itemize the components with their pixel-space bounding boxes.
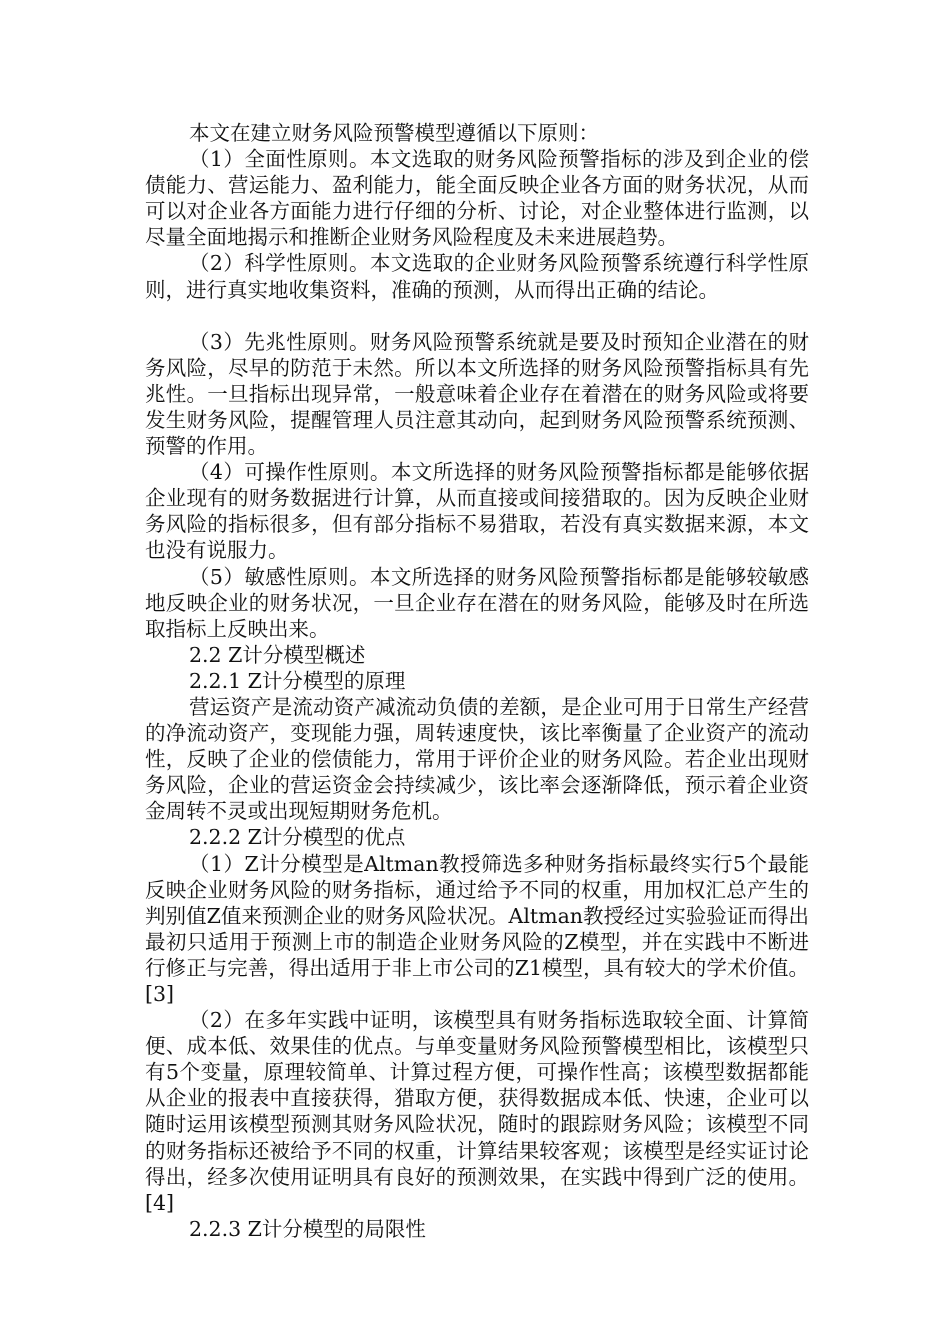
paragraph-spacer — [145, 303, 809, 329]
document-body — [145, 120, 809, 1242]
section-heading-2-2-3: 2.2.3 Z计分模型的局限性 — [189, 1216, 426, 1241]
principle-comprehensive: （1）全面性原则。本文选取的财务风险预警指标的涉及到企业的偿债能力、营运能力、盈利能力，能全面反映企业各方面的财务状况，从而可以对企业各方面能力进行仔细的分析、讨论，对企业整体进行监测，以尽量全面地揭示和推断企业财务风险程度及未来进展趋势。 — [145, 147, 809, 250]
principle-sensitivity: （5）敏感性原则。本文所选择的财务风险预警指标都是能够较敏感地反映企业的财务状况，一旦企业存在潜在的财务风险，能够及时在所选取指标上反映出来。 — [145, 564, 809, 641]
section-heading-2-2: 2.2 Z计分模型概述 — [189, 642, 366, 667]
advantage-2: （2）在多年实践中证明，该模型具有财务指标选取较全面、计算简便、成本低、效果佳的优点。与单变量财务风险预警模型相比，该模型只有5个变量，原理较简单、计算过程方便，可操作性高；该模型数据都能从企业的报表中直接获得，猎取方便，获得数据成本低、快速，企业可以随时运用该模型预测其财务风险状况，随时的跟踪财务风险；该模型不同的财务指标还被给予不同的权重，计算结果较客观；该模型是经实证讨论得出，经多次使用证明具有良好的预测效果，在实践中得到广泛的使用。[4] — [145, 1008, 809, 1215]
principle-scientific: （2）科学性原则。本文选取的企业财务风险预警系统遵行科学性原则，进行真实地收集资料，准确的预测，从而得出正确的结论。 — [145, 251, 809, 302]
intro-paragraph: 本文在建立财务风险预警模型遵循以下原则： — [189, 121, 599, 145]
principle-operability: （4）可操作性原则。本文所选择的财务风险预警指标都是能够依据企业现有的财务数据进行计算，从而直接或间接猎取的。因为反映企业财务风险的指标很多，但有部分指标不易猎取，若没有真实数据来源，本文也没有说服力。 — [145, 460, 809, 563]
section-heading-2-2-2: 2.2.2 Z计分模型的优点 — [189, 825, 406, 850]
section-heading-2-2-1: 2.2.1 Z计分模型的原理 — [189, 668, 406, 693]
principle-leading: （3）先兆性原则。财务风险预警系统就是要及时预知企业潜在的财务风险，尽早的防范于未然。所以本文所选择的财务风险预警指标具有先兆性。一旦指标出现异常，一般意味着企业存在着潜在的财务风险或将要发生财务风险，提醒管理人员注意其动向，起到财务风险预警系统预测、预警的作用。 — [145, 329, 809, 459]
paragraph-z-principle: 营运资产是流动资产减流动负债的差额，是企业可用于日常生产经营的净流动资产，变现能力强，周转速度快，该比率衡量了企业资产的流动性，反映了企业的偿债能力，常用于评价企业的财务风险。若企业出现财务风险，企业的营运资金会持续减少，该比率会逐渐降低，预示着企业资金周转不灵或出现短期财务危机。 — [145, 694, 809, 824]
advantage-1: （1）Z计分模型是Altman教授筛选多种财务指标最终实行5个最能反映企业财务风险的财务指标，通过给予不同的权重，用加权汇总产生的判别值Z值来预测企业的财务风险状况。Altman教授经过实验验证而得出最初只适用于预测上市的制造企业财务风险的Z模型，并在实践中不断进行修正与完善，得出适用于非上市公司的Z1模型，具有较大的学术价值。[3] — [145, 851, 809, 1006]
